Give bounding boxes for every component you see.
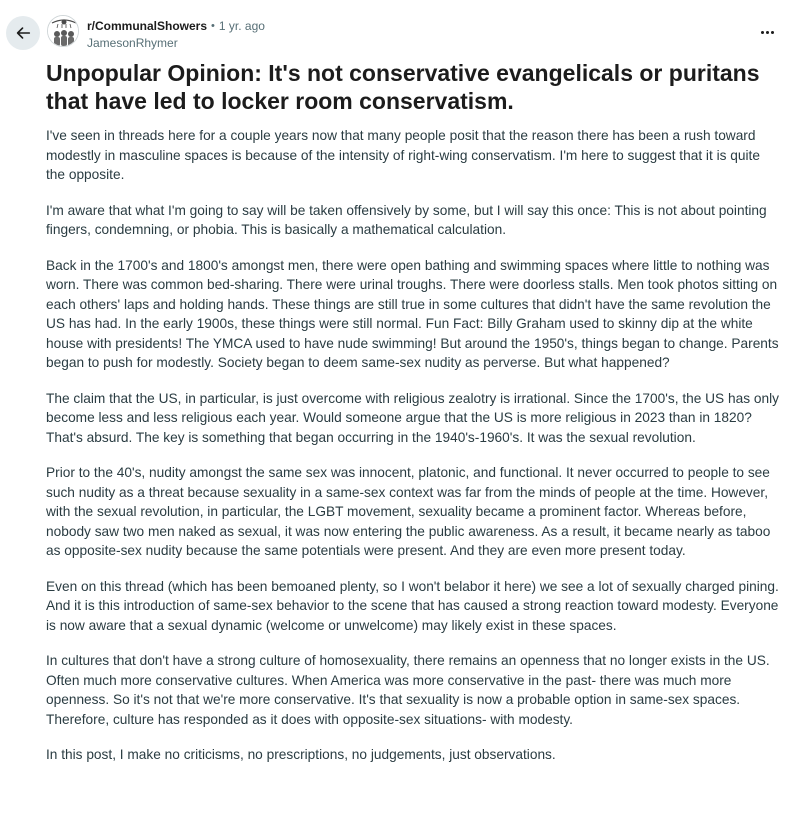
arrow-left-icon [14, 24, 32, 42]
post-paragraph: Back in the 1700's and 1800's amongst men, there were open bathing and swimming spaces where little to nothing was worn. There was common bed-sharing. There were urinal troughs. There were doorless stalls. Men took photos sitting on each others' laps and holding hands. These things are still true in some cultures that didn't have the same revolution the US has had. In the early 1900s, these things were still normal. Fun Fact: Billy Graham used to skinny dip at the white house with presidents! The YMCA used to have nude swimming! But around the 1950's, things began to change. Parents began to push for modestly. Society began to deem same-sex nudity as perverse. But what happened? [46, 257, 779, 370]
back-button[interactable] [6, 16, 40, 50]
post-title: Unpopular Opinion: It's not conservative evangelicals or puritans that have led to locker room conservatism. [46, 60, 760, 114]
more-horizontal-icon [761, 31, 764, 34]
post-paragraph: Prior to the 40's, nudity amongst the same sex was innocent, platonic, and functional. It never occurred to people to see such nudity as a threat because sexuality in a same-sex context was far from the minds of people at the time. However, with the sexual revolution, in particular, the LGBT movement, sexuality became a prominent factor. Whereas before, nobody saw two men naked as sexual, it was now entering the public awareness. As a result, it became nearly as taboo as opposite-sex nudity because the same potentials were present. And they are even more present today. [46, 465, 771, 558]
post-meta [87, 19, 265, 51]
post-paragraph: Even on this thread (which has been bemoaned plenty, so I won't belabor it here) we see a lot of sexually charged pining. And it is this introduction of same-sex behavior to the scene that has caused a strong reaction toward modesty. Everyone is now aware that a sexual dynamic (welcome or unwelcome) may likely exist in these spaces. [46, 578, 779, 633]
post-paragraph: In this post, I make no criticisms, no prescriptions, no judgements, just observations. [46, 747, 556, 762]
post-time: 1 yr. ago [218, 19, 265, 33]
subreddit-avatar-icon [48, 16, 79, 47]
post-paragraph: I'm aware that what I'm going to say will be taken offensively by some, but I will say this once: This is not about pointing fingers, condemning, or phobia. This is basically a mathematical calculation. [46, 202, 767, 237]
post-paragraph: The claim that the US, in particular, is just overcome with religious zealotry is irrational. Since the 1700's, the US has only become less and less religious each year. Would someone argue that the US is more religious in 2023 than in 1820? That's absurd. The key is something that began occurring in the 1940's-1960's. It was the sexual revolution. [46, 390, 779, 445]
post-body [46, 126, 781, 781]
meta-separator: • [211, 20, 215, 32]
more-horizontal-icon [766, 31, 769, 34]
subreddit-name[interactable]: r/CommunalShowers [87, 19, 208, 33]
more-horizontal-icon [771, 31, 774, 34]
post-paragraph: I've seen in threads here for a couple years now that many people posit that the reason there has been a rush toward modestly in masculine spaces is because of the intensity of right-wing conservatism. I'm here to suggest that it is quite the opposite. [46, 128, 760, 182]
post-author[interactable]: JamesonRhymer [87, 36, 178, 50]
subreddit-avatar[interactable] [47, 15, 79, 47]
post-paragraph: In cultures that don't have a strong culture of homosexuality, there remains an openness that no longer exists in the US. Often much more conservative cultures. When America was more conservative in the past- there was much more openness. So it's not that we're more conservative. It's that sexuality is now a probable option in same-sex spaces. Therefore, culture has responded as it does with opposite-sex situations- with modesty. [46, 653, 770, 727]
more-options-button[interactable] [755, 24, 779, 40]
